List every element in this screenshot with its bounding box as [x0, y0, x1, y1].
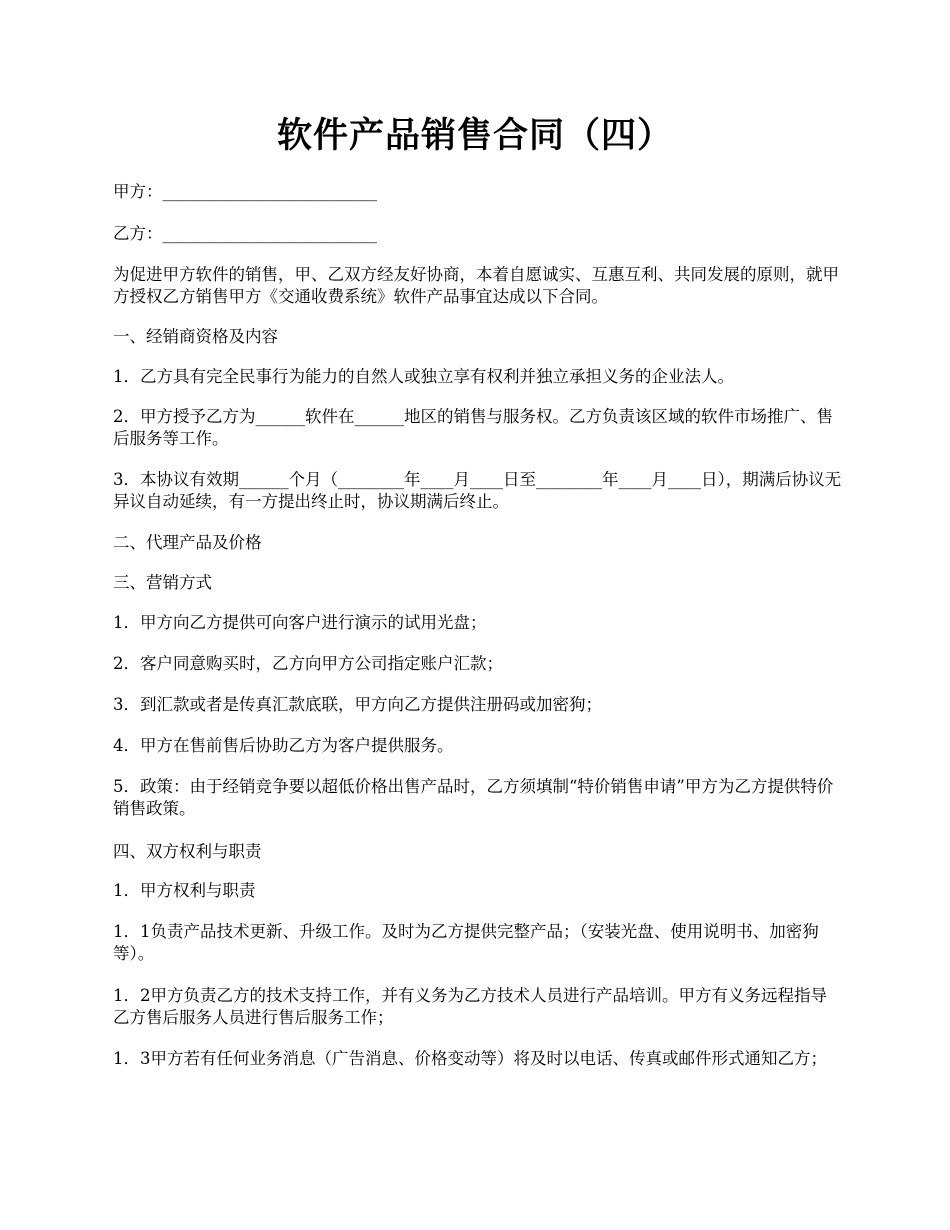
- party-b-line: 乙方：__________________________: [113, 224, 377, 243]
- clause-4-1-1: 1．1负责产品技术更新、升级工作。及时为乙方提供完整产品；（安装光盘、使用说明书、加密狗等）。: [113, 922, 819, 963]
- clause-3-1: 1．甲方向乙方提供可向客户进行演示的试用光盘；: [113, 613, 487, 632]
- section-heading-4: 四、双方权利与职责: [113, 842, 262, 861]
- section-heading-3: 三、营销方式: [113, 573, 212, 592]
- clause-4-1-2: 1．2甲方负责乙方的技术支持工作，并有义务为乙方技术人员进行产品培训。甲方有义务远程指导乙方售后服务人员进行售后服务工作；: [113, 986, 827, 1027]
- clause-3-5: 5．政策：由于经销竞争要以超低价格出售产品时，乙方须填制“特价销售申请”甲方为乙方提供特价销售政策。: [113, 777, 834, 818]
- party-a-line: 甲方：__________________________: [113, 182, 377, 201]
- clause-4-1: 1．甲方权利与职责: [113, 881, 256, 900]
- clause-1-3: 3．本协议有效期______个月（________年____月____日至________年____月____日），期满后协议无异议自动延续，有一方提出终止时，协议期满后终止。: [113, 470, 842, 511]
- preamble-paragraph: 为促进甲方软件的销售，甲、乙双方经友好协商，本着自愿诚实、互惠互利、共同发展的原则，就甲方授权乙方销售甲方《交通收费系统》软件产品事宜达成以下合同。: [113, 265, 839, 306]
- clause-3-2: 2．客户同意购买时，乙方向甲方公司指定账户汇款；: [113, 654, 503, 673]
- clause-3-4: 4．甲方在售前售后协助乙方为客户提供服务。: [113, 736, 454, 755]
- page-title: 软件产品销售合同（四）: [276, 115, 673, 156]
- clause-1-2: 2．甲方授予乙方为______软件在______地区的销售与服务权。乙方负责该区域的软件市场推广、售后服务等工作。: [113, 407, 833, 448]
- clause-1-1: 1．乙方具有完全民事行为能力的自然人或独立享有权利并独立承担义务的企业法人。: [113, 367, 734, 386]
- section-heading-2: 二、代理产品及价格: [113, 533, 262, 552]
- clause-4-1-3: 1．3甲方若有任何业务消息（广告消息、价格变动等）将及时以电话、传真或邮件形式通知乙方；: [113, 1049, 827, 1068]
- clause-3-3: 3．到汇款或者是传真汇款底联，甲方向乙方提供注册码或加密狗；: [113, 695, 602, 714]
- section-heading-1: 一、经销商资格及内容: [113, 327, 278, 346]
